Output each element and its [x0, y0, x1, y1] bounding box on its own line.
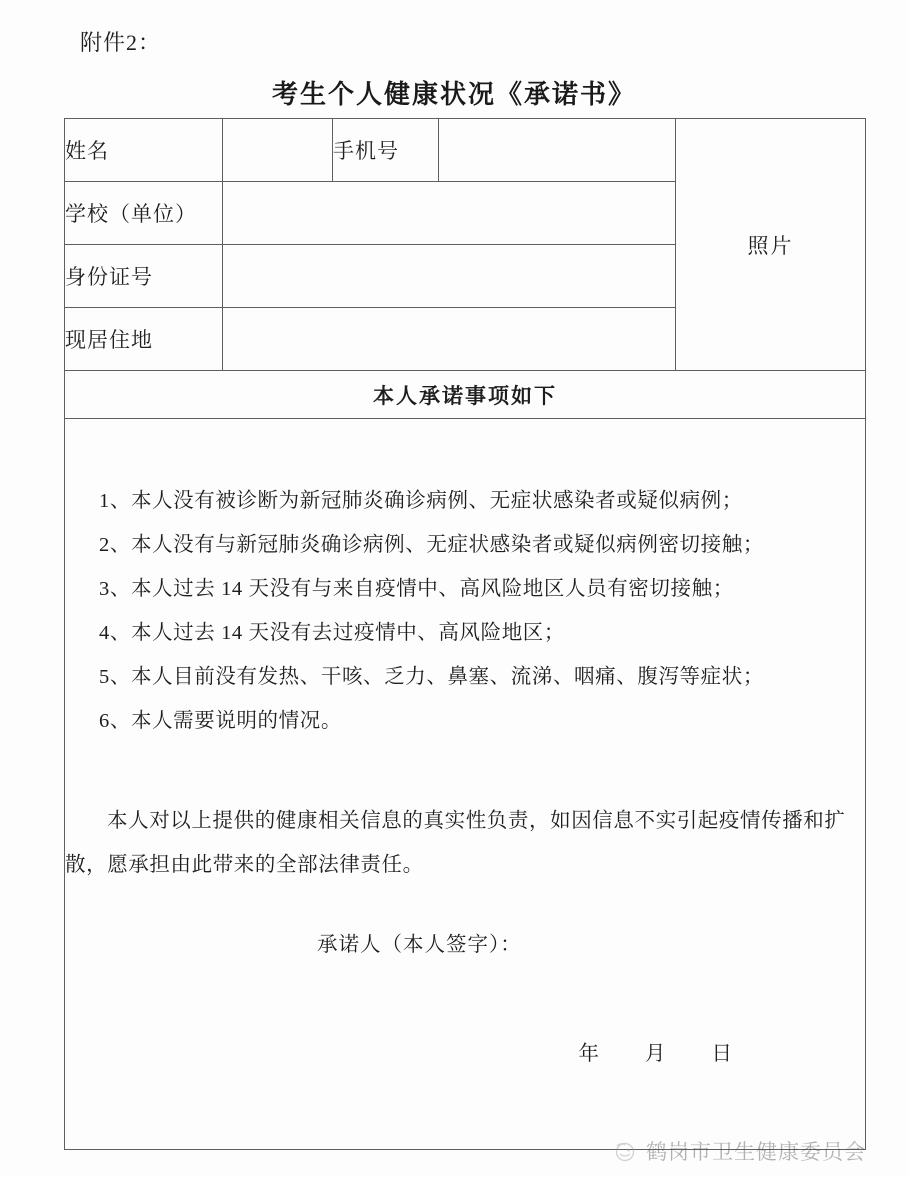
list-item: 6、本人需要说明的情况。: [99, 710, 342, 732]
health-declaration-table: [64, 118, 866, 1150]
phone-field[interactable]: [439, 119, 676, 182]
phone-label: 手机号: [333, 119, 439, 182]
signature-label[interactable]: 承诺人（本人签字）：: [317, 934, 522, 956]
watermark-text: 鹤岗市卫生健康委员会: [646, 1140, 866, 1164]
date-year-label: 年: [578, 1043, 599, 1065]
date-day-label: 日: [711, 1043, 732, 1065]
declaration-paragraph: 本人对以上提供的健康相关信息的真实性负责，如因信息不实引起疫情传播和扩散，愿承担由此带来的全部法律责任。: [65, 810, 846, 876]
table-row-name: [65, 119, 866, 182]
list-item: 4、本人过去 14 天没有去过疫情中、高风险地区；: [99, 622, 565, 644]
school-label: 学校（单位）: [65, 182, 223, 245]
commitment-terms-list: [65, 479, 865, 743]
commitment-body: [65, 419, 866, 1150]
address-field[interactable]: [223, 308, 676, 371]
school-field[interactable]: [223, 182, 676, 245]
attachment-label: 附件2：: [80, 30, 162, 55]
list-item: 1、本人没有被诊断为新冠肺炎确诊病例、无症状感染者或疑似病例；: [99, 490, 743, 512]
list-item: 2、本人没有与新冠肺炎确诊病例、无症状感染者或疑似病例密切接触；: [99, 534, 764, 556]
page-title: 考生个人健康状况《承诺书》: [271, 80, 636, 109]
id-label: 身份证号: [65, 245, 223, 308]
photo-placeholder[interactable]: 照片: [676, 119, 866, 371]
name-field[interactable]: [223, 119, 333, 182]
bird-circle-icon: [612, 1138, 638, 1164]
list-item: 3、本人过去 14 天没有与来自疫情中、高风险地区人员有密切接触；: [99, 578, 734, 600]
address-label: 现居住地: [65, 308, 223, 371]
table-row-commitment-body: [65, 419, 866, 1150]
name-label: 姓名: [65, 119, 223, 182]
date-line[interactable]: [65, 1013, 865, 1089]
date-month-label: 月: [645, 1043, 666, 1065]
table-row-section-heading: [65, 371, 866, 419]
commitment-section-heading: 本人承诺事项如下: [65, 371, 866, 419]
id-field[interactable]: [223, 245, 676, 308]
watermark: [612, 1136, 866, 1166]
list-item: 5、本人目前没有发热、干咳、乏力、鼻塞、流涕、咽痛、腹泻等症状；: [99, 666, 764, 688]
